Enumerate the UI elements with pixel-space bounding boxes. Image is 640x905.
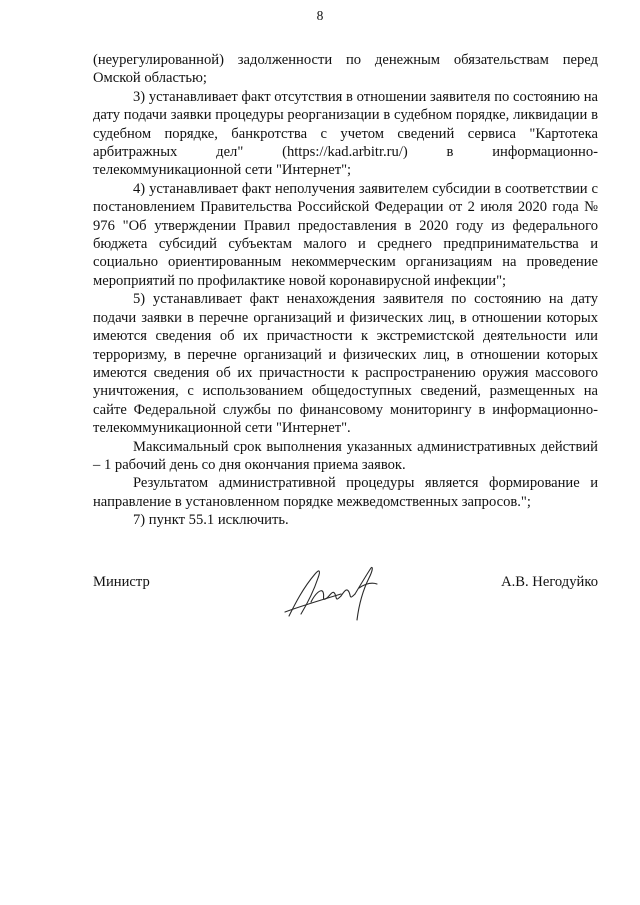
paragraph-item-5: 5) устанавливает факт ненахождения заявителя по состоянию на дату подачи заявки в перечне организаций и физических лиц, в отношении которых имеются сведения об их причастности к экстремистской деятельности или терроризму, в перечне организаций и физических лиц, в отношении которых имеются сведения об их причастности к распространению оружия массового уничтожения, с использованием общедоступных сведений, размещенных на сайте Федеральной службы по финансовому мониторингу в информационно-телекоммуникационной сети "Интернет". — [93, 291, 598, 437]
paragraph-item-7: 7) пункт 55.1 исключить. — [133, 512, 289, 529]
signatory-title: Министр — [93, 574, 150, 590]
signatory-name: А.В. Негодуйко — [501, 574, 598, 590]
document-body — [93, 51, 598, 530]
handwritten-signature-icon — [281, 554, 381, 634]
paragraph-result: Результатом административной процедуры является формирование и направление в установленном порядке межведомственных запросов."; — [93, 475, 598, 510]
paragraph-debt-continuation: (неурегулированной) задолженности по денежным обязательствам перед Омской областью; — [93, 52, 598, 87]
page-number: 8 — [316, 8, 324, 23]
paragraph-item-4: 4) устанавливает факт неполучения заявителем субсидии в соответствии с постановлением Правительства Российской Федерации от 2 июля 2020 года № 976 "Об утверждении Правил предоставления в 2020 году из федерального бюджета субсидий субъектам малого и среднего предпринимательства и социально ориентированным некоммерческим организациям на проведение мероприятий по профилактике новой коронавирусной инфекции"; — [93, 180, 598, 289]
signature-block — [93, 570, 598, 640]
paragraph-max-term: Максимальный срок выполнения указанных административных действий – 1 рабочий день со дня окончания приема заявок. — [93, 438, 598, 473]
paragraph-item-3: 3) устанавливает факт отсутствия в отношении заявителя по состоянию на дату подачи заявки процедуры реорганизации в судебном порядке, ликвидации в судебном порядке, банкротства с учетом сведений сервиса "Картотека арбитражных дел" (https://kad.arbitr.ru/) в информационно-телекоммуникационной сети "Интернет"; — [93, 88, 598, 179]
